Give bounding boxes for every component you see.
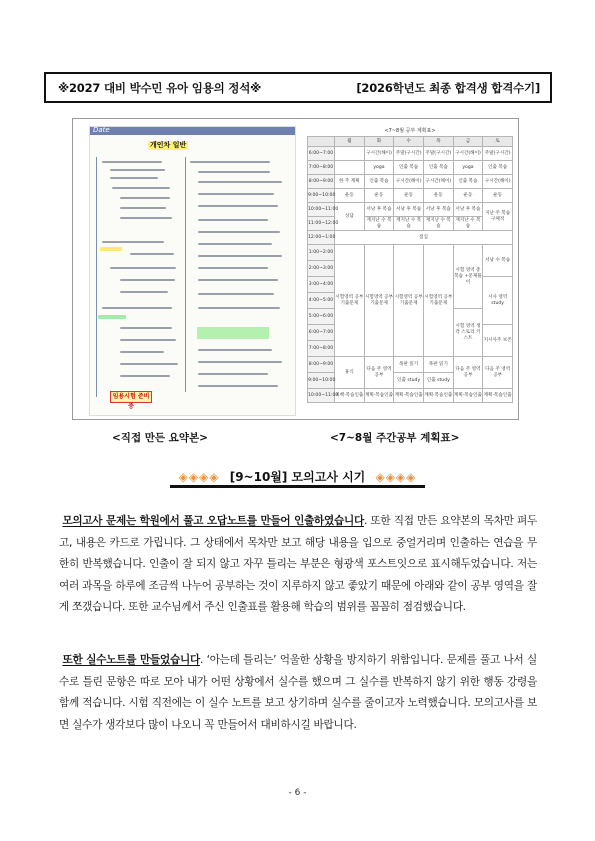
section-underline	[170, 485, 425, 488]
plan-cell: 주말(구시간)	[394, 147, 424, 161]
plan-cell: 구시간(해이)	[453, 147, 483, 161]
notes-tree-line	[96, 157, 97, 397]
notes-scribble	[190, 161, 270, 163]
plan-cell: 한 주 계획	[335, 175, 365, 189]
plan-time: 1:00~2:00	[308, 245, 335, 261]
plan-time: 3:00~4:00	[308, 277, 335, 293]
study-plan-image	[307, 126, 513, 414]
plan-cell: 서낭 후 복습	[394, 203, 424, 217]
plan-col-header: 토	[483, 137, 513, 147]
notes-scribble	[198, 349, 272, 351]
notes-stamp: 임용시험 준비중	[110, 391, 152, 403]
plan-cell: 계획·복습인출	[453, 389, 483, 403]
plan-cell: yoga	[453, 161, 483, 175]
plan-cell: 주말(구시간)	[423, 147, 453, 161]
plan-cell: 인출 복습	[453, 175, 483, 189]
paragraph-2-text: . ‘아는데 틀리는’ 억울한 상황을 방지하기 위함입니다. 문제를 풀고 나서 실수로 틀린 문항은 따로 모아 내가 어떤 상황에서 실수를 했으며 그 실수를 반복하지 않기 위한 행동 강령을 함께 적습니다. 시험 직전에는 이 실수 노트를 보고 상기하며 실수를 줄이고자 노력했습니다. 모의고사를 보면 실수가 생각보다 많이 나오니 꼭 만들어서 대비하시길 바랍니다.	[59, 654, 537, 731]
header-left-title: ※2027 대비 박수민 유아 임용의 정석※	[58, 80, 262, 95]
plan-cell: 시험영역 공부 기출문제	[423, 245, 453, 357]
notes-scribble	[198, 193, 274, 195]
notes-scribble	[110, 177, 158, 179]
plan-time: 7:00~8:00	[308, 161, 335, 175]
plan-cell: 구시간(해이)	[483, 175, 513, 189]
summary-notes-image	[89, 126, 296, 416]
notes-scribble	[198, 307, 280, 309]
page-number: - 6 -	[288, 788, 307, 798]
notes-scribble	[198, 373, 268, 375]
notes-top-bar	[90, 127, 295, 135]
section-title	[0, 468, 595, 485]
notes-scribble	[198, 243, 272, 245]
notes-scribble	[120, 291, 168, 293]
paragraph-2	[59, 650, 537, 736]
plan-time: 9:00~10:00	[308, 373, 335, 389]
plan-cell: 인출 study	[423, 373, 453, 389]
notes-green-mark	[197, 327, 269, 339]
plan-time: 11:00~12:00	[308, 217, 335, 231]
paragraph-1-emphasis: 모의고사 문제는 학원에서 풀고 오답노트를 만들어 인출하였습니다	[62, 515, 364, 527]
paragraph-1	[59, 511, 537, 619]
plan-cell: 지난 주 복습 구체적	[483, 203, 513, 231]
plan-cell: 재지난 수 복습	[423, 217, 453, 231]
notes-scribble	[198, 181, 282, 183]
plan-time: 8:00~9:00	[308, 357, 335, 373]
notes-scribble	[198, 293, 274, 295]
notes-scribble	[120, 339, 176, 341]
plan-time: 7:00~8:00	[308, 341, 335, 357]
plan-cell: 재지난 수 복습	[364, 217, 394, 231]
header-box	[44, 72, 552, 103]
notes-scribble	[198, 267, 268, 269]
plan-time: 5:00~6:00	[308, 309, 335, 325]
plan-cell	[335, 161, 365, 175]
plan-col-header: 월	[335, 137, 365, 147]
plan-cell: 운동	[453, 189, 483, 203]
notes-scribble	[198, 385, 278, 387]
notes-scribble	[120, 217, 172, 219]
paragraph-1-text: . 또한 직접 만든 요약본의 목차만 펴두고, 내용은 카드로 가립니다. 그 상태에서 목차만 보고 해당 내용을 입으로 중얼거리며 인출하는 연습을 무한히 반복했습니다. 인출이 잘 되지 않고 자꾸 틀리는 부분은 형광색 포스트잇으로 표시해두었습니다. 저는 여러 과목을 하루에 조금씩 나누어 공부하는 것이 지루하지 않고 좋았기 때문에 아래와 같이 공부 영역을 잘게 쪼갰습니다. 또한 교수님께서 주신 인출표를 활용해 학습의 범위를 꼼꼼히 점검했습니다.	[59, 515, 537, 614]
notes-scribble	[198, 361, 282, 363]
paragraph-2-emphasis: 또한 실수노트를 만들었습니다	[62, 654, 200, 666]
plan-cell: 시험 영역 생각 스토리 키스트	[453, 309, 483, 357]
plan-cell: 휴식	[335, 357, 365, 389]
plan-cell: 지책·복습인출	[335, 389, 365, 403]
notes-scribble	[102, 161, 162, 163]
plan-cell: 목판 읽기	[394, 357, 424, 373]
plan-cell: 다음 주 영역 공부	[453, 357, 483, 389]
caption-plan: <7~8월 주간공부 계획표>	[330, 432, 460, 444]
plan-cell: 계획·복습인출	[394, 389, 424, 403]
plan-table	[307, 136, 513, 403]
notes-scribble	[198, 255, 282, 257]
notes-highlight	[100, 247, 122, 251]
notes-scribble	[120, 207, 166, 209]
plan-cell: 운동	[483, 189, 513, 203]
plan-cell: 재지난 수 복습	[394, 217, 424, 231]
caption-summary: <직접 만든 요약본>	[112, 432, 208, 444]
plan-cell: 운동	[423, 189, 453, 203]
plan-cell: 구시간(해이)	[423, 175, 453, 189]
notes-highlight	[98, 315, 126, 319]
notes-scribble	[130, 253, 174, 255]
plan-time: 4:00~5:00	[308, 293, 335, 309]
notes-heading: 개인차 일반	[150, 141, 187, 149]
notes-scribble	[112, 187, 170, 189]
plan-cell: 운동	[364, 189, 394, 203]
notes-scribble	[110, 169, 165, 171]
plan-title: <7~8월 공부 계획표>	[384, 128, 436, 134]
plan-cell: 지시사주 보존	[483, 325, 513, 357]
notes-scribble	[198, 219, 268, 221]
notes-scribble	[198, 231, 280, 233]
plan-cell: 운동	[394, 189, 424, 203]
diamond-icon: ◈◈◈◈	[178, 470, 220, 484]
plan-col-header: 수	[394, 137, 424, 147]
plan-cell	[335, 147, 365, 161]
header-right-title: [2026학년도 최종 합격생 합격수기]	[356, 80, 540, 95]
plan-time: 2:00~3:00	[308, 261, 335, 277]
plan-cell: 인출 복습	[423, 161, 453, 175]
plan-time: 10:00~11:00	[308, 203, 335, 217]
plan-cell: 인출 복습	[483, 161, 513, 175]
plan-cell: 목판 읽기	[423, 357, 453, 373]
notes-scribble	[198, 279, 278, 281]
plan-cell: 시험 영역 총 복습 +문제풀이	[453, 245, 483, 309]
notes-scribble	[120, 375, 170, 377]
plan-col-header: 목	[423, 137, 453, 147]
notes-scribble	[110, 267, 176, 269]
plan-cell: 시험영역 공부 기출문제	[394, 245, 424, 357]
plan-col-header: 화	[364, 137, 394, 147]
section-title-text: [9~10월] 모의고사 시기	[229, 470, 366, 484]
plan-time: 10:00~11:00	[308, 389, 335, 403]
notes-date-label: Date	[93, 126, 110, 134]
plan-time: 9:00~10:00	[308, 189, 335, 203]
notes-scribble	[102, 307, 172, 309]
plan-cell: 구시간(해이)	[394, 175, 424, 189]
plan-cell: 계획·복습인출	[364, 389, 394, 403]
plan-cell: 재지난 수 복습	[453, 217, 483, 231]
plan-cell: 시사 영역 study	[483, 277, 513, 325]
plan-cell: 상담	[335, 203, 365, 231]
notes-scribble	[120, 363, 178, 365]
plan-cell: 서낭 후 복습	[364, 203, 394, 217]
plan-col-header: 금	[453, 137, 483, 147]
plan-cell: 구시간(해이)	[364, 147, 394, 161]
plan-cell: 계획·복습인출	[423, 389, 453, 403]
notes-scribble	[120, 351, 164, 353]
notes-scribble	[120, 197, 170, 199]
notes-scribble	[120, 279, 175, 281]
notes-scribble	[198, 205, 278, 207]
plan-time: 8:00~9:00	[308, 175, 335, 189]
plan-cell: yoga	[364, 161, 394, 175]
plan-cell: 인출 study	[394, 373, 424, 389]
notes-scribble	[198, 171, 270, 173]
plan-cell: 주말(구시간)	[483, 147, 513, 161]
plan-col-header	[308, 137, 335, 147]
plan-cell: 다음 주 영역 공부	[483, 357, 513, 389]
plan-cell: 점심	[335, 231, 513, 245]
plan-time: 6:00~7:00	[308, 325, 335, 341]
plan-cell: 서낭 수 복습	[483, 245, 513, 277]
notes-scribble	[102, 241, 164, 243]
notes-scribble	[120, 327, 172, 329]
plan-cell: 서낭 후 복습	[423, 203, 453, 217]
plan-cell: 다음 주 영역 공부	[364, 357, 394, 389]
plan-cell: 시험영역 공부 기출문제	[335, 245, 365, 357]
plan-cell: 운동	[335, 189, 365, 203]
plan-cell: 계획·복습인출	[483, 389, 513, 403]
diamond-icon: ◈◈◈◈	[375, 470, 417, 484]
notes-tree-line	[185, 157, 186, 392]
plan-cell: 인출 복습	[394, 161, 424, 175]
plan-cell: 서낭 후 복습	[453, 203, 483, 217]
plan-time: 12:00~1:00	[308, 231, 335, 245]
plan-cell: 인출 복습	[364, 175, 394, 189]
plan-time: 6:00~7:00	[308, 147, 335, 161]
plan-cell: 시험영역 공부 기출문제	[364, 245, 394, 357]
